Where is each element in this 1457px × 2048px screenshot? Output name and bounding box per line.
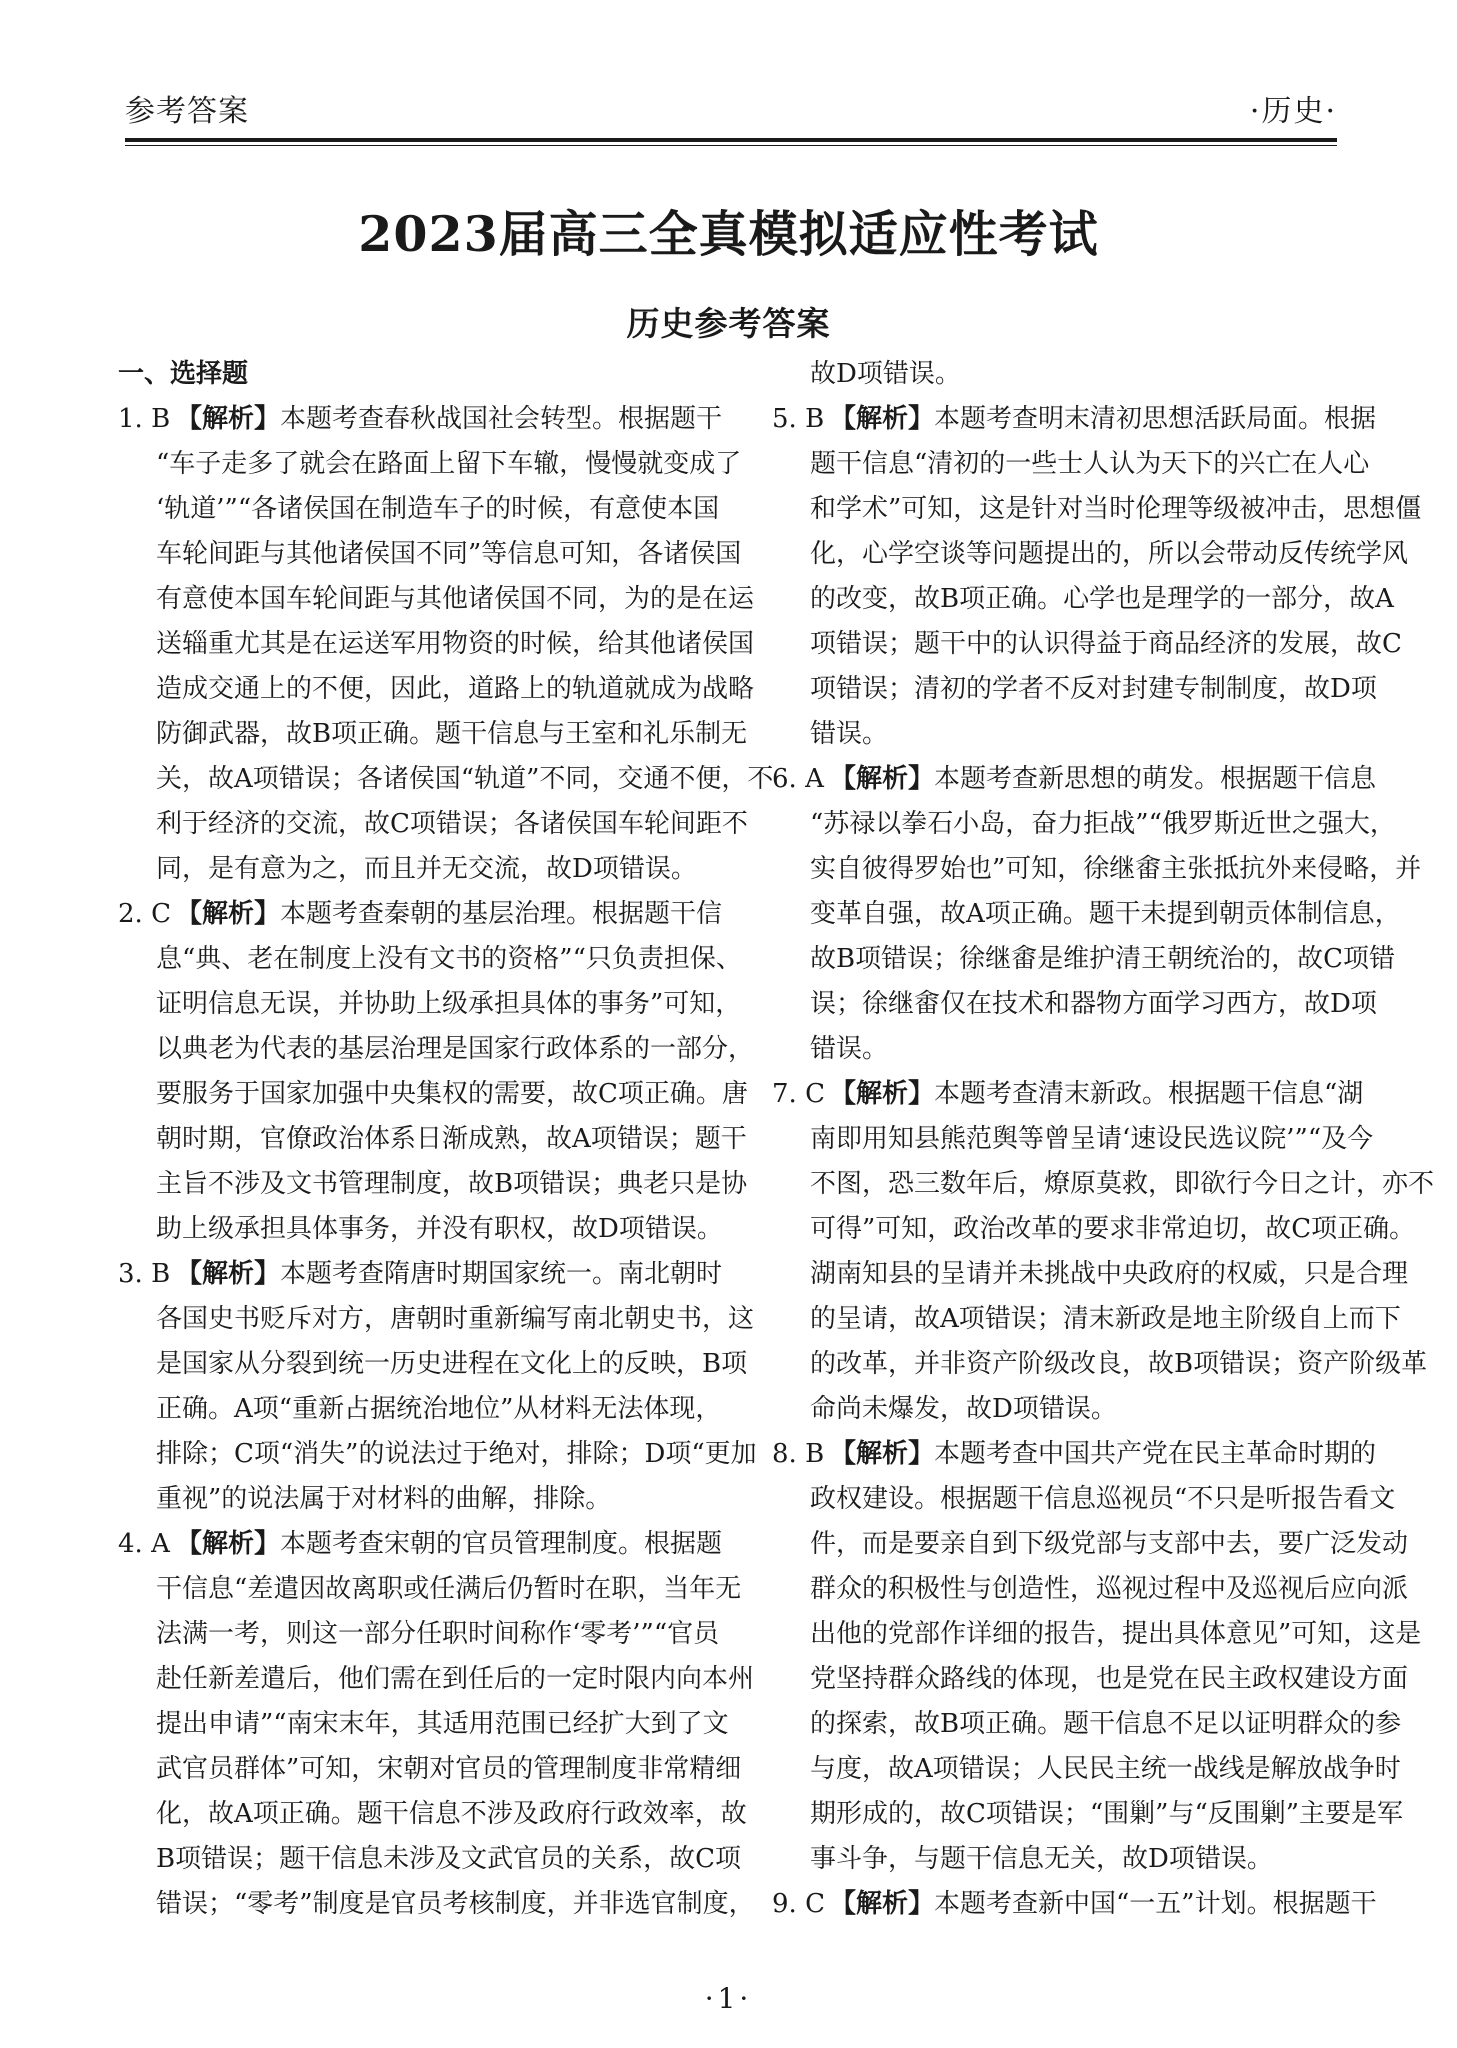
answer-text-line: 党坚持群众路线的体现，也是党在民主政权建设方面 bbox=[810, 1664, 1409, 1694]
answer-item bbox=[772, 352, 1344, 397]
answer-text-line: B项错误；题干信息未涉及文武官员的关系，故C项 bbox=[156, 1844, 742, 1874]
analysis-tag: 【解析】 bbox=[176, 404, 281, 434]
answer-text-line: 以典老为代表的基层治理是国家行政体系的一部分， bbox=[156, 1034, 755, 1064]
answer-text: 本题考查春秋战国社会转型。根据题干 bbox=[280, 404, 723, 434]
answer-text-line: 是国家从分裂到统一历史进程在文化上的反映，B项 bbox=[156, 1349, 748, 1379]
answer-first-line bbox=[772, 397, 1377, 442]
answer-text-line: 正确。A项“重新占据统治地位”从材料无法体现， bbox=[156, 1394, 722, 1424]
left-answer-list bbox=[118, 397, 774, 1927]
analysis-tag: 【解析】 bbox=[176, 899, 281, 929]
running-header bbox=[125, 96, 1337, 136]
answer-text-line: 化，心学空谈等问题提出的，所以会带动反传统学风 bbox=[810, 539, 1409, 569]
answer-text-line: 题干信息“清初的一些士人认为天下的兴亡在人心 bbox=[810, 449, 1370, 479]
answer-first-line bbox=[772, 1432, 1377, 1477]
section-heading: 一、选择题 bbox=[118, 359, 249, 389]
answer-item bbox=[772, 1072, 1435, 1432]
question-number: 8. B bbox=[772, 1439, 825, 1469]
answer-text-line: 出他的党部作详细的报告，提出具体意见”可知，这是 bbox=[810, 1619, 1422, 1649]
answer-text-line: 不图，恐三数年后，燎原莫救，即欲行今日之计，亦不 bbox=[810, 1169, 1435, 1199]
answer-text-line: 主旨不涉及文书管理制度，故B项错误；典老只是协 bbox=[156, 1169, 748, 1199]
answer-text-line: 造成交通上的不便，因此，道路上的轨道就成为战略 bbox=[156, 674, 755, 704]
answer-text-line: 误；徐继畬仅在技术和器物方面学习西方，故D项 bbox=[810, 989, 1377, 1019]
question-number: 5. B bbox=[772, 404, 825, 434]
header-subject-label: ·历史· bbox=[1249, 94, 1337, 129]
question-number: 2. C bbox=[118, 899, 171, 929]
answer-text-line: 赴任新差遣后，他们需在到任后的一定时限内向本州 bbox=[156, 1664, 755, 1694]
question-number: 4. A bbox=[118, 1529, 170, 1559]
answer-text: 本题考查清末新政。根据题干信息“湖 bbox=[934, 1079, 1364, 1109]
answer-first-line bbox=[772, 1072, 1364, 1117]
answer-text-line: 湖南知县的呈请并未挑战中央政府的权威，只是合理 bbox=[810, 1259, 1409, 1289]
answer-text-line: 命尚未爆发，故D项错误。 bbox=[810, 1394, 1117, 1424]
right-column bbox=[772, 352, 1435, 1927]
answer-text-line: 项错误；清初的学者不反对封建专制制度，故D项 bbox=[810, 674, 1377, 704]
answer-text-line: 的改变，故B项正确。心学也是理学的一部分，故A bbox=[810, 584, 1394, 614]
answer-text-line: 故B项错误；徐继畬是维护清王朝统治的，故C项错 bbox=[810, 944, 1396, 974]
analysis-tag: 【解析】 bbox=[830, 1889, 935, 1919]
answer-text-line: “车子走多了就会在路面上留下车辙，慢慢就变成了 bbox=[156, 449, 742, 479]
answer-text-line: 与度，故A项错误；人民民主统一战线是解放战争时 bbox=[810, 1754, 1401, 1784]
answer-text-line: 错误。 bbox=[810, 1034, 889, 1064]
answer-text-line: 同，是有意为之，而且并无交流，故D项错误。 bbox=[156, 854, 697, 884]
answer-text-line: 南即用知县熊范舆等曾呈请‘速设民选议院’”“及今 bbox=[810, 1124, 1374, 1154]
page-title: 2023届高三全真模拟适应性考试 bbox=[358, 205, 1099, 263]
answer-first-line bbox=[118, 397, 723, 442]
header-rule-thin bbox=[125, 145, 1337, 146]
answer-text-line: 的呈请，故A项错误；清末新政是地主阶级自上而下 bbox=[810, 1304, 1401, 1334]
answer-first-line bbox=[772, 1882, 1377, 1927]
answer-text-line: 法满一考，则这一部分任职时间称作‘零考’”“官员 bbox=[156, 1619, 720, 1649]
analysis-tag: 【解析】 bbox=[830, 1439, 935, 1469]
answer-text-line: 错误；“零考”制度是官员考核制度，并非选官制度， bbox=[156, 1889, 755, 1919]
answer-text: 本题考查隋唐时期国家统一。南北朝时 bbox=[280, 1259, 723, 1289]
answer-item bbox=[118, 892, 755, 1252]
answer-text: 本题考查新中国“一五”计划。根据题干 bbox=[934, 1889, 1377, 1919]
question-number: 3. B bbox=[118, 1259, 171, 1289]
answer-text-line: 助上级承担具体事务，并没有职权，故D项错误。 bbox=[156, 1214, 723, 1244]
analysis-tag: 【解析】 bbox=[830, 764, 935, 794]
answer-text-line: 关，故A项错误；各诸侯国“轨道”不同，交通不便，不 bbox=[156, 764, 774, 794]
answer-text-line: 车轮间距与其他诸侯国不同”等信息可知，各诸侯国 bbox=[156, 539, 742, 569]
answer-text-line: 重视”的说法属于对材料的曲解，排除。 bbox=[156, 1484, 612, 1514]
page-subtitle: 历史参考答案 bbox=[626, 304, 831, 343]
answer-text-line: 干信息“差遣因故离职或任满后仍暂时在职，当年无 bbox=[156, 1574, 742, 1604]
answer-text-line: 可得”可知，政治改革的要求非常迫切，故C项正确。 bbox=[810, 1214, 1416, 1244]
answer-text-line: 证明信息无误，并协助上级承担具体的事务”可知， bbox=[156, 989, 742, 1019]
question-number: 7. C bbox=[772, 1079, 825, 1109]
answer-text-line: 群众的积极性与创造性，巡视过程中及巡视后应向派 bbox=[810, 1574, 1409, 1604]
answer-text-line: 错误。 bbox=[810, 719, 889, 749]
answer-text-line: 排除；C项“消失”的说法过于绝对，排除；D项“更加 bbox=[156, 1439, 757, 1469]
answer-text-line: 变革自强，故A项正确。题干未提到朝贡体制信息， bbox=[810, 899, 1401, 929]
answer-text-line: 政权建设。根据题干信息巡视员“不只是听报告看文 bbox=[810, 1484, 1396, 1514]
answer-item bbox=[772, 1882, 1377, 1927]
answer-text-line: 要服务于国家加强中央集权的需要，故C项正确。唐 bbox=[156, 1079, 748, 1109]
answer-item bbox=[118, 1252, 757, 1522]
answer-text: 本题考查中国共产党在民主革命时期的 bbox=[934, 1439, 1377, 1469]
answer-text-line: 事斗争，与题干信息无关，故D项错误。 bbox=[810, 1844, 1273, 1874]
answer-item bbox=[772, 757, 1422, 1072]
answer-first-line bbox=[118, 1252, 723, 1297]
question-number: 6. A bbox=[772, 764, 824, 794]
question-number: 1. B bbox=[118, 404, 171, 434]
right-answer-list bbox=[772, 352, 1435, 1927]
answer-text-line: 件，而是要亲自到下级党部与支部中去，要广泛发动 bbox=[810, 1529, 1409, 1559]
question-number: 9. C bbox=[772, 1889, 825, 1919]
answer-text-line: 朝时期，官僚政治体系日渐成熟，故A项错误；题干 bbox=[156, 1124, 747, 1154]
answer-text-line: 各国史书贬斥对方，唐朝时重新编写南北朝史书，这 bbox=[156, 1304, 755, 1334]
header-left-label: 参考答案 bbox=[125, 94, 249, 129]
answer-text-line: 期形成的，故C项错误；“围剿”与“反围剿”主要是军 bbox=[810, 1799, 1404, 1829]
answer-item bbox=[772, 1432, 1422, 1882]
answer-first-line bbox=[772, 757, 1377, 802]
answer-text: 本题考查新思想的萌发。根据题干信息 bbox=[934, 764, 1377, 794]
answer-text-line: 息“典、老在制度上没有文书的资格”“只负责担保、 bbox=[156, 944, 742, 974]
answer-first-line bbox=[118, 1522, 723, 1567]
answer-item bbox=[772, 397, 1422, 757]
answer-text-line: 化，故A项正确。题干信息不涉及政府行政效率，故 bbox=[156, 1799, 747, 1829]
answer-text-line: 提出申请”“南宋末年，其适用范围已经扩大到了文 bbox=[156, 1709, 729, 1739]
answer-text: 本题考查秦朝的基层治理。根据题干信 bbox=[280, 899, 723, 929]
analysis-tag: 【解析】 bbox=[830, 404, 935, 434]
header-rule-thick bbox=[125, 138, 1337, 142]
answer-text-line: ‘轨道’”“各诸侯国在制造车子的时候，有意使本国 bbox=[156, 494, 720, 524]
answer-text: 本题考查宋朝的官员管理制度。根据题 bbox=[280, 1529, 723, 1559]
left-column bbox=[118, 352, 774, 1927]
answer-text-line: “苏禄以拳石小岛，奋力拒战”“俄罗斯近世之强大， bbox=[810, 809, 1396, 839]
answer-text-line: 的改革，并非资产阶级改良，故B项错误；资产阶级革 bbox=[810, 1349, 1428, 1379]
answer-item bbox=[118, 1522, 755, 1927]
answer-item bbox=[118, 397, 774, 892]
answer-text-line: 的探索，故B项正确。题干信息不足以证明群众的参 bbox=[810, 1709, 1402, 1739]
answer-text-line: 有意使本国车轮间距与其他诸侯国不同，为的是在运 bbox=[156, 584, 755, 614]
analysis-tag: 【解析】 bbox=[830, 1079, 935, 1109]
answer-text-line: 故D项错误。 bbox=[810, 359, 961, 389]
analysis-tag: 【解析】 bbox=[176, 1259, 281, 1289]
analysis-tag: 【解析】 bbox=[176, 1529, 281, 1559]
answer-text-line: 项错误；题干中的认识得益于商品经济的发展，故C bbox=[810, 629, 1402, 659]
answer-text-line: 武官员群体”可知，宋朝对官员的管理制度非常精细 bbox=[156, 1754, 742, 1784]
answer-first-line bbox=[118, 892, 723, 937]
answer-text-line: 防御武器，故B项正确。题干信息与王室和礼乐制无 bbox=[156, 719, 748, 749]
answer-text: 本题考查明末清初思想活跃局面。根据 bbox=[934, 404, 1377, 434]
page-number: ·1· bbox=[704, 1982, 753, 2015]
answer-text-line: 和学术”可知，这是针对当时伦理等级被冲击，思想僵 bbox=[810, 494, 1422, 524]
answer-text-line: 实自彼得罗始也”可知，徐继畬主张抵抗外来侵略，并 bbox=[810, 854, 1422, 884]
answer-text-line: 送辎重尤其是在运送军用物资的时候，给其他诸侯国 bbox=[156, 629, 755, 659]
answer-text-line: 利于经济的交流，故C项错误；各诸侯国车轮间距不 bbox=[156, 809, 748, 839]
